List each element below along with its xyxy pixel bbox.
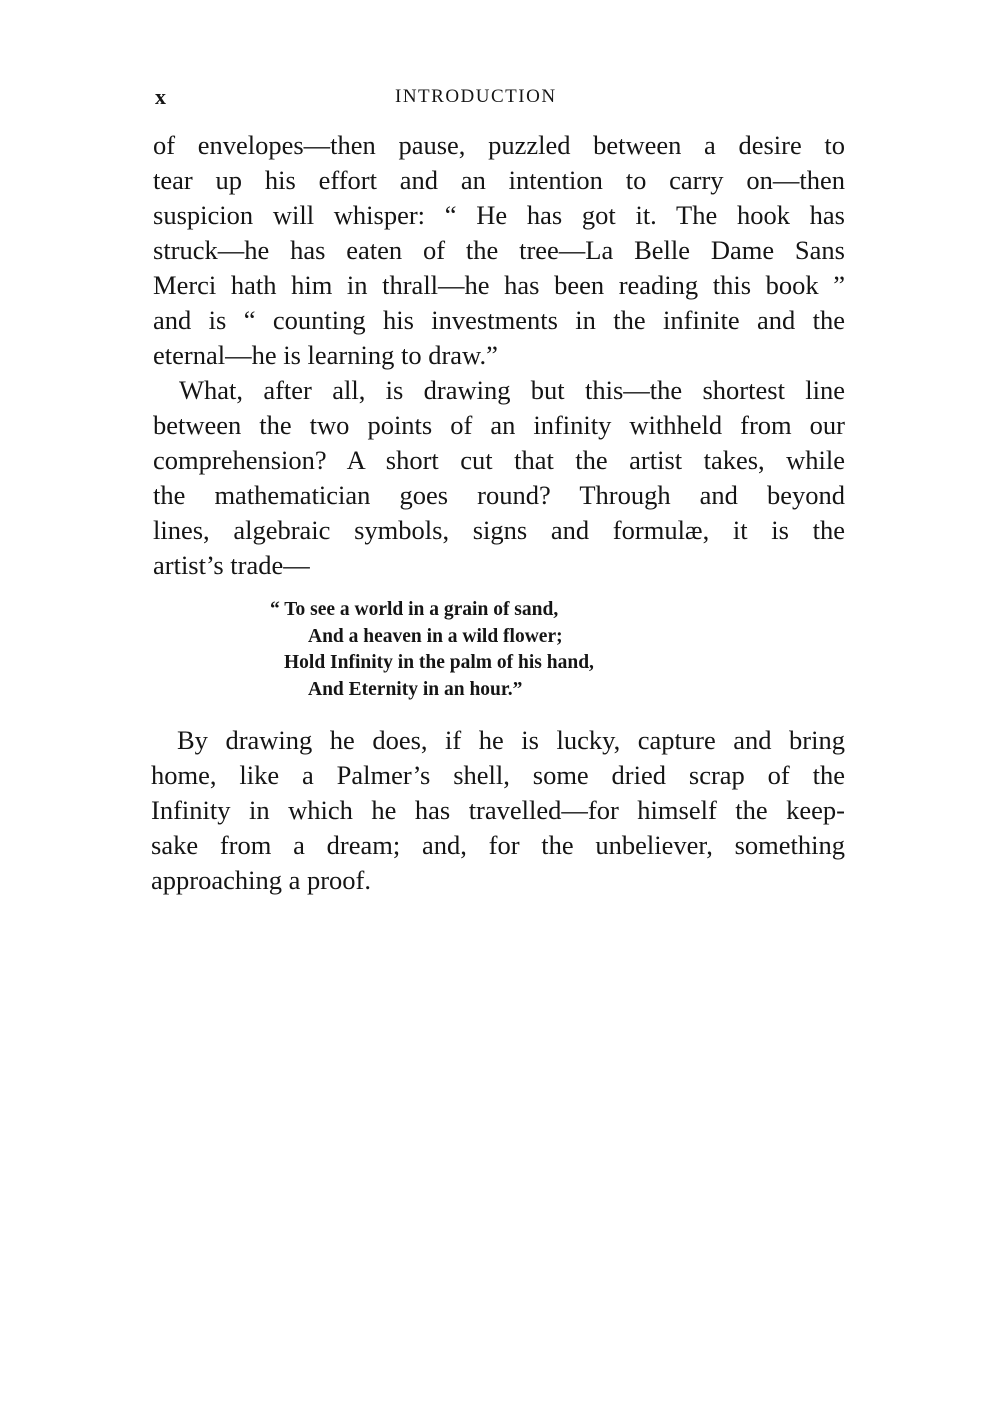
verse-line: Hold Infinity in the palm of his hand, xyxy=(284,652,594,673)
paragraph-line: artist’s trade— xyxy=(153,550,310,580)
paragraph-line: the mathematician goes round? Through and beyond xyxy=(153,480,845,510)
paragraph-2 xyxy=(153,373,845,583)
paragraph-line: between the two points of an infinity withheld from our xyxy=(153,410,845,440)
paragraph-line: tear up his effort and an intention to carry on—then xyxy=(153,165,845,195)
verse-quotation xyxy=(270,597,730,703)
paragraph-3 xyxy=(151,723,845,898)
paragraph-line: comprehension? A short cut that the artist takes, while xyxy=(153,445,845,475)
paragraph-line: of envelopes—then pause, puzzled between a desire to xyxy=(153,130,845,160)
body-text xyxy=(153,128,845,583)
running-head xyxy=(155,84,845,112)
paragraph-line: suspicion will whisper: “ He has got it. The hook has xyxy=(153,200,845,230)
paragraph-line: sake from a dream; and, for the unbeliever, something xyxy=(151,830,845,860)
page-number: x xyxy=(155,84,167,109)
running-head-title: INTRODUCTION xyxy=(395,86,557,107)
paragraph-line: lines, algebraic symbols, signs and formulæ, it is the xyxy=(153,515,845,545)
paragraph-line: Infinity in which he has travelled—for himself the keep- xyxy=(151,795,845,825)
paragraph-line: and is “ counting his investments in the infinite and the xyxy=(153,305,845,335)
paragraph-line: By drawing he does, if he is lucky, capture and bring xyxy=(177,725,845,755)
paragraph-line: approaching a proof. xyxy=(151,865,372,895)
verse-line: And a heaven in a wild flower; xyxy=(308,625,563,647)
paragraph-line: What, after all, is drawing but this—the shortest line xyxy=(179,375,845,405)
paragraph-1 xyxy=(153,128,845,373)
verse-line: “ To see a world in a grain of sand, xyxy=(270,599,559,620)
paragraph-line: Merci hath him in thrall—he has been reading this book ” xyxy=(153,270,845,300)
paragraph-line: eternal—he is learning to draw.” xyxy=(153,340,498,370)
paragraph-line: home, like a Palmer’s shell, some dried scrap of the xyxy=(151,760,845,790)
paragraph-line: struck—he has eaten of the tree—La Belle Dame Sans xyxy=(153,235,845,265)
verse-line: And Eternity in an hour.” xyxy=(308,678,523,700)
